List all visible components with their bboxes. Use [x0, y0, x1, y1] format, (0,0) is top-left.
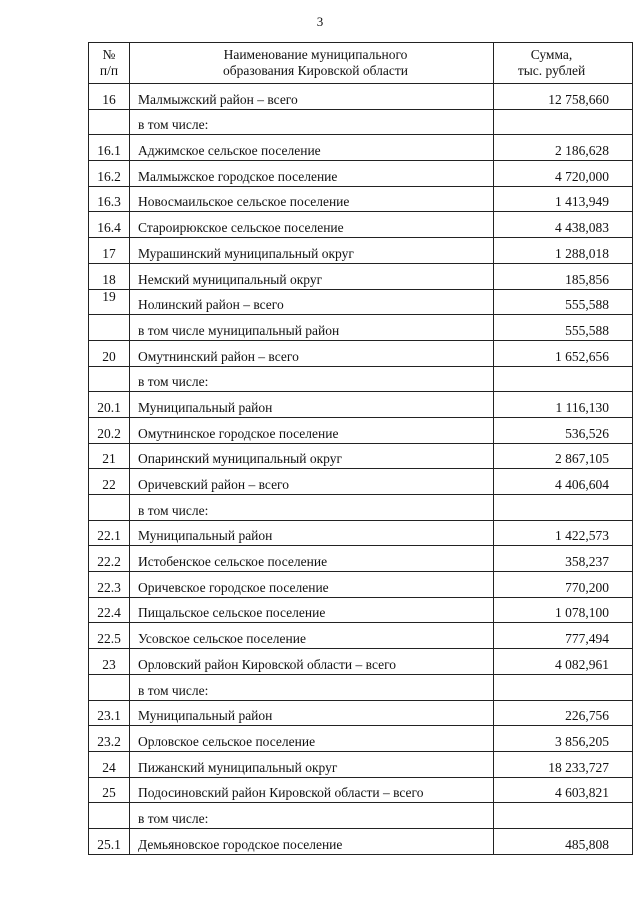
row-sum: 3 856,205	[494, 726, 633, 752]
row-sum: 770,200	[494, 572, 633, 598]
table-row	[89, 161, 633, 187]
table-row	[89, 751, 633, 777]
table-row	[89, 366, 633, 392]
row-number	[89, 803, 130, 829]
table-row	[89, 443, 633, 469]
table-body	[89, 84, 633, 855]
row-name: Нолинский район – всего	[130, 289, 494, 315]
table-row	[89, 495, 633, 521]
header-sum: Сумма, тыс. рублей	[494, 43, 633, 84]
table-row	[89, 700, 633, 726]
row-number: 23.1	[89, 700, 130, 726]
row-number: 25.1	[89, 828, 130, 854]
table-row	[89, 726, 633, 752]
table-row	[89, 546, 633, 572]
row-number: 22.3	[89, 572, 130, 598]
row-sum: 226,756	[494, 700, 633, 726]
row-name: Пищальское сельское поселение	[130, 597, 494, 623]
row-name: Орловское сельское поселение	[130, 726, 494, 752]
row-name: Орловский район Кировской области – всего	[130, 649, 494, 675]
table-row	[89, 238, 633, 264]
row-sum: 555,588	[494, 315, 633, 341]
table-row	[89, 572, 633, 598]
row-sum: 12 758,660	[494, 84, 633, 110]
table-row	[89, 340, 633, 366]
row-sum	[494, 803, 633, 829]
table-row	[89, 623, 633, 649]
row-name: в том числе:	[130, 803, 494, 829]
row-name: Аджимское сельское поселение	[130, 135, 494, 161]
row-number: 19	[89, 289, 130, 315]
row-name: Новосмаильское сельское поселение	[130, 186, 494, 212]
row-name: Оричевское городское поселение	[130, 572, 494, 598]
row-sum: 1 288,018	[494, 238, 633, 264]
row-number: 20.1	[89, 392, 130, 418]
row-sum: 2 867,105	[494, 443, 633, 469]
row-sum	[494, 495, 633, 521]
row-sum: 358,237	[494, 546, 633, 572]
row-name: Опаринский муниципальный округ	[130, 443, 494, 469]
table-row	[89, 263, 633, 289]
row-name: в том числе:	[130, 495, 494, 521]
row-number: 23	[89, 649, 130, 675]
row-number: 22	[89, 469, 130, 495]
table-row	[89, 289, 633, 315]
budget-table	[88, 42, 633, 855]
header-name: Наименование муниципального образования Кировской области	[130, 43, 494, 84]
row-name: в том числе:	[130, 109, 494, 135]
row-number: 18	[89, 263, 130, 289]
row-sum: 185,856	[494, 263, 633, 289]
row-number	[89, 674, 130, 700]
row-sum: 777,494	[494, 623, 633, 649]
table-row	[89, 135, 633, 161]
table-row	[89, 109, 633, 135]
row-name: Усовское сельское поселение	[130, 623, 494, 649]
table-header-row	[89, 43, 633, 84]
row-number: 23.2	[89, 726, 130, 752]
row-sum: 1 413,949	[494, 186, 633, 212]
row-sum: 555,588	[494, 289, 633, 315]
row-sum: 4 082,961	[494, 649, 633, 675]
page-number: 3	[316, 14, 324, 29]
table-row	[89, 828, 633, 854]
row-number: 20	[89, 340, 130, 366]
row-number: 16.1	[89, 135, 130, 161]
row-number: 22.4	[89, 597, 130, 623]
table-row	[89, 186, 633, 212]
row-name: Муниципальный район	[130, 392, 494, 418]
row-sum: 1 422,573	[494, 520, 633, 546]
row-name: в том числе:	[130, 366, 494, 392]
row-sum: 2 186,628	[494, 135, 633, 161]
table-row	[89, 674, 633, 700]
row-number	[89, 366, 130, 392]
row-name: Демьяновское городское поселение	[130, 828, 494, 854]
row-number	[89, 109, 130, 135]
row-number	[89, 495, 130, 521]
table-row	[89, 777, 633, 803]
row-name: Мурашинский муниципальный округ	[130, 238, 494, 264]
row-sum: 4 438,083	[494, 212, 633, 238]
row-name: Малмыжский район – всего	[130, 84, 494, 110]
row-name: в том числе:	[130, 674, 494, 700]
row-sum	[494, 109, 633, 135]
row-name: Немский муниципальный округ	[130, 263, 494, 289]
table-row	[89, 469, 633, 495]
row-number: 22.2	[89, 546, 130, 572]
row-sum: 4 603,821	[494, 777, 633, 803]
row-number: 24	[89, 751, 130, 777]
row-name: Подосиновский район Кировской области – всего	[130, 777, 494, 803]
row-sum: 4 720,000	[494, 161, 633, 187]
row-number: 20.2	[89, 417, 130, 443]
row-number	[89, 315, 130, 341]
row-sum: 4 406,604	[494, 469, 633, 495]
row-number: 22.5	[89, 623, 130, 649]
row-name: Малмыжское городское поселение	[130, 161, 494, 187]
row-name: Староирюкское сельское поселение	[130, 212, 494, 238]
row-name: Оричевский район – всего	[130, 469, 494, 495]
row-name: Омутнинское городское поселение	[130, 417, 494, 443]
row-sum: 485,808	[494, 828, 633, 854]
row-number: 16.3	[89, 186, 130, 212]
table-row	[89, 803, 633, 829]
row-name: Истобенское сельское поселение	[130, 546, 494, 572]
row-number: 17	[89, 238, 130, 264]
row-name: Пижанский муниципальный округ	[130, 751, 494, 777]
row-sum	[494, 674, 633, 700]
row-name: Омутнинский район – всего	[130, 340, 494, 366]
row-name: в том числе муниципальный район	[130, 315, 494, 341]
table-row	[89, 315, 633, 341]
row-number: 21	[89, 443, 130, 469]
table-row	[89, 417, 633, 443]
table-row	[89, 649, 633, 675]
row-sum: 1 116,130	[494, 392, 633, 418]
row-number: 22.1	[89, 520, 130, 546]
row-name: Муниципальный район	[130, 700, 494, 726]
row-number: 16.2	[89, 161, 130, 187]
header-number: № п/п	[89, 43, 130, 84]
table-row	[89, 392, 633, 418]
row-number: 16	[89, 84, 130, 110]
row-number: 25	[89, 777, 130, 803]
table-row	[89, 84, 633, 110]
row-sum: 18 233,727	[494, 751, 633, 777]
row-name: Муниципальный район	[130, 520, 494, 546]
table-row	[89, 597, 633, 623]
row-sum	[494, 366, 633, 392]
row-sum: 1 652,656	[494, 340, 633, 366]
table-row	[89, 520, 633, 546]
table-row	[89, 212, 633, 238]
row-sum: 536,526	[494, 417, 633, 443]
row-number: 16.4	[89, 212, 130, 238]
row-sum: 1 078,100	[494, 597, 633, 623]
